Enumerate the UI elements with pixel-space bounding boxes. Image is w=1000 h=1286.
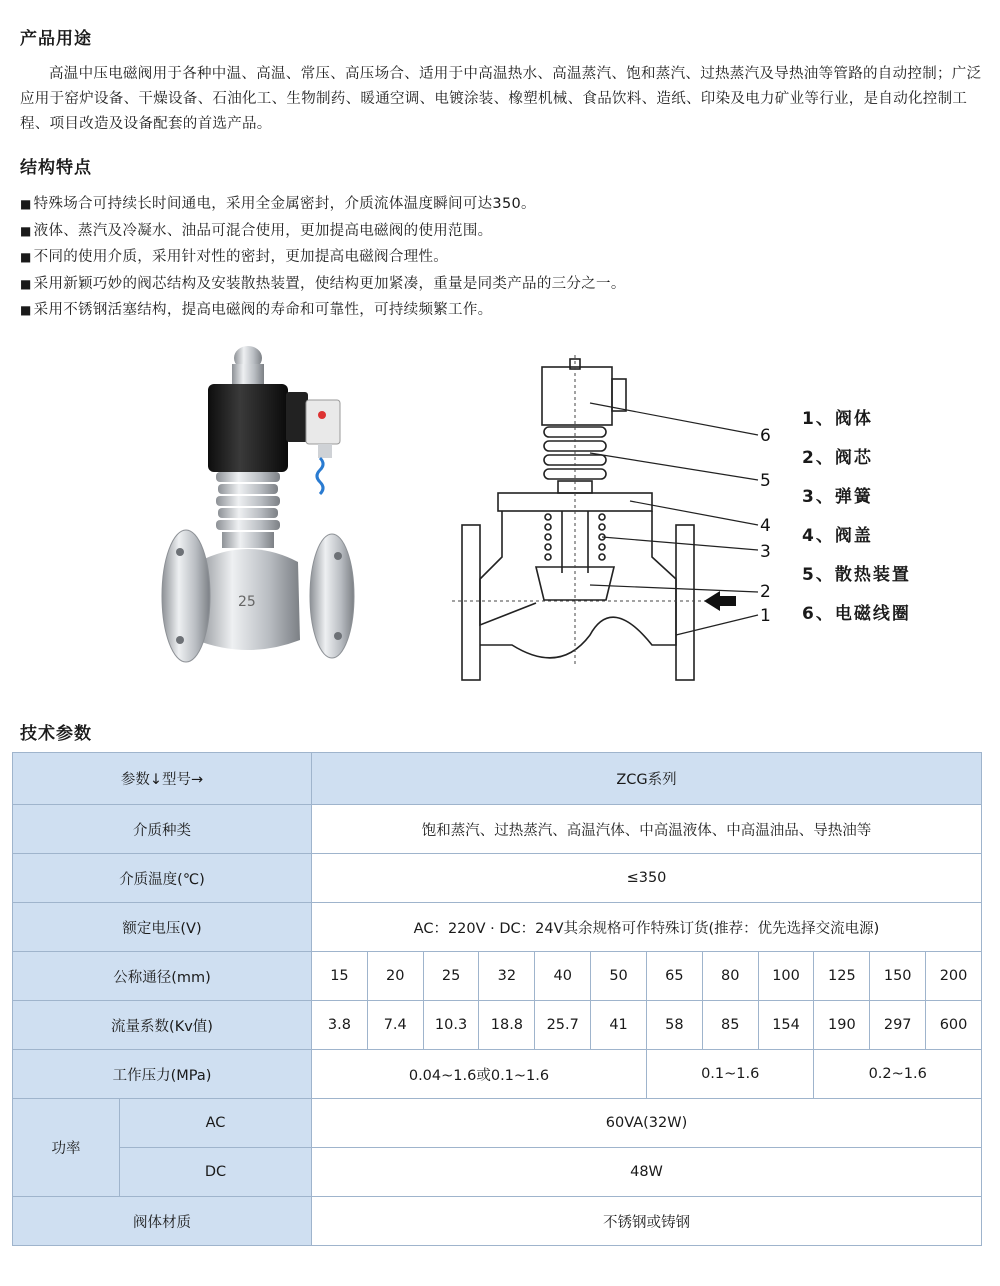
dn-value: 25 [423, 952, 479, 1001]
dn-value: 40 [535, 952, 591, 1001]
dn-value: 15 [312, 952, 368, 1001]
callout-4: 4 [760, 516, 771, 536]
ac-value: 60VA(32W) [312, 1099, 982, 1148]
usage-paragraph: 高温中压电磁阀用于各种中温、高温、常压、高压场合、适用于中高温热水、高温蒸汽、饱和蒸汽、过热蒸汽及导热油等管路的自动控制；广泛应用于窑炉设备、干燥设备、石油化工、生物制药、暖通空调、电镀涂装、橡塑机械、食品饮料、造纸、印染及电力矿业等行业，是自动化控制工程、项目改造及设备配套的首选产品。 [20, 66, 982, 132]
dn-value: 150 [870, 952, 926, 1001]
table-row [13, 805, 982, 854]
specs-title: 技术参数 [20, 724, 92, 744]
usage-title: 产品用途 [20, 29, 92, 49]
kv-value: 18.8 [479, 1001, 535, 1050]
dn-value: 32 [479, 952, 535, 1001]
callout-5: 5 [760, 471, 771, 491]
kv-value: 85 [702, 1001, 758, 1050]
spec-table [12, 752, 982, 1246]
dn-value: 100 [758, 952, 814, 1001]
callout-3: 3 [760, 542, 771, 562]
dc-value: 48W [312, 1148, 982, 1197]
callout-6: 6 [760, 426, 771, 446]
diagram-body [480, 511, 676, 658]
kv-value: 297 [870, 1001, 926, 1050]
table-row [13, 903, 982, 952]
legend-item: 6、电磁线圈 [802, 604, 911, 624]
medium-value: 饱和蒸汽、过热蒸汽、高温汽体、中高温液体、中高温油品、导热油等 [312, 805, 982, 854]
legend-item: 2、阀芯 [802, 448, 873, 468]
parts-legend [802, 400, 911, 634]
valve-cross-section-diagram [440, 345, 790, 685]
flange-right [310, 534, 354, 658]
kv-value: 7.4 [367, 1001, 423, 1050]
header-label: 参数↓型号→ [13, 753, 312, 805]
temp-label: 介质温度(℃) [13, 854, 312, 903]
diagram-coil [542, 367, 612, 425]
legend-item: 3、弹簧 [802, 487, 873, 507]
kv-value: 25.7 [535, 1001, 591, 1050]
voltage-value: AC：220V · DC：24V其余规格可作特殊订货(推荐：优先选择交流电源) [312, 903, 982, 952]
table-row [13, 952, 982, 1001]
valve-photo [150, 340, 370, 710]
cable [317, 458, 323, 494]
pressure-value: 0.1~1.6 [646, 1050, 813, 1099]
voltage-label: 额定电压(V) [13, 903, 312, 952]
table-row [13, 1197, 982, 1246]
feature-item: ■ 采用新颖巧妙的阀芯结构及安装散热装置，使结构更加紧凑，重量是同类产品的三分之一。 [20, 271, 626, 298]
dn-value: 200 [926, 952, 982, 1001]
medium-label: 介质种类 [13, 805, 312, 854]
diagram-connector [612, 379, 626, 411]
feature-item: ■ 液体、蒸汽及冷凝水、油品可混合使用，更加提高电磁阀的使用范围。 [20, 218, 626, 245]
diagram-flange-right [676, 525, 694, 680]
coil-body [208, 384, 288, 472]
kv-label: 流量系数(Kv值) [13, 1001, 312, 1050]
kv-value: 154 [758, 1001, 814, 1050]
legend-item: 5、散热装置 [802, 565, 911, 585]
pressure-label: 工作压力(MPa) [13, 1050, 312, 1099]
pressure-value: 0.04~1.6或0.1~1.6 [312, 1050, 647, 1099]
kv-value: 10.3 [423, 1001, 479, 1050]
feature-item: ■ 特殊场合可持续长时间通电，采用全金属密封，介质流体温度瞬间可达350。 [20, 191, 626, 218]
kv-value: 41 [591, 1001, 647, 1050]
table-row [13, 1099, 982, 1148]
table-row [13, 854, 982, 903]
table-row [13, 1001, 982, 1050]
features-title: 结构特点 [20, 158, 92, 178]
table-row [13, 753, 982, 805]
body-marking: 25 [238, 594, 256, 610]
dn-value: 80 [702, 952, 758, 1001]
feature-item: ■ 采用不锈钢活塞结构，提高电磁阀的寿命和可靠性，可持续频繁工作。 [20, 297, 626, 324]
dn-value: 65 [646, 952, 702, 1001]
connector-plug [306, 400, 340, 444]
kv-value: 58 [646, 1001, 702, 1050]
heat-sink [216, 472, 280, 548]
temp-value: ≤350 [312, 854, 982, 903]
kv-value: 600 [926, 1001, 982, 1050]
series-name: ZCG系列 [312, 753, 982, 805]
features-list [20, 191, 626, 324]
power-label: 功率 [13, 1099, 120, 1197]
kv-value: 190 [814, 1001, 870, 1050]
flow-arrow [704, 591, 736, 611]
ac-label: AC [120, 1099, 312, 1148]
dc-label: DC [120, 1148, 312, 1197]
callout-2: 2 [760, 582, 771, 602]
callout-1: 1 [760, 606, 771, 626]
dn-label: 公称通径(mm) [13, 952, 312, 1001]
dn-value: 50 [591, 952, 647, 1001]
flange-left [162, 530, 210, 662]
table-row [13, 1050, 982, 1099]
kv-value: 3.8 [312, 1001, 368, 1050]
feature-item: ■ 不同的使用介质，采用针对性的密封，更加提高电磁阀合理性。 [20, 244, 626, 271]
legend-item: 4、阀盖 [802, 526, 873, 546]
legend-item: 1、阀体 [802, 409, 873, 429]
diagram-flange-left [462, 525, 480, 680]
dn-value: 20 [367, 952, 423, 1001]
material-label: 阀体材质 [13, 1197, 312, 1246]
material-value: 不锈钢或铸钢 [312, 1197, 982, 1246]
pressure-value: 0.2~1.6 [814, 1050, 982, 1099]
table-row [13, 1148, 982, 1197]
dn-value: 125 [814, 952, 870, 1001]
